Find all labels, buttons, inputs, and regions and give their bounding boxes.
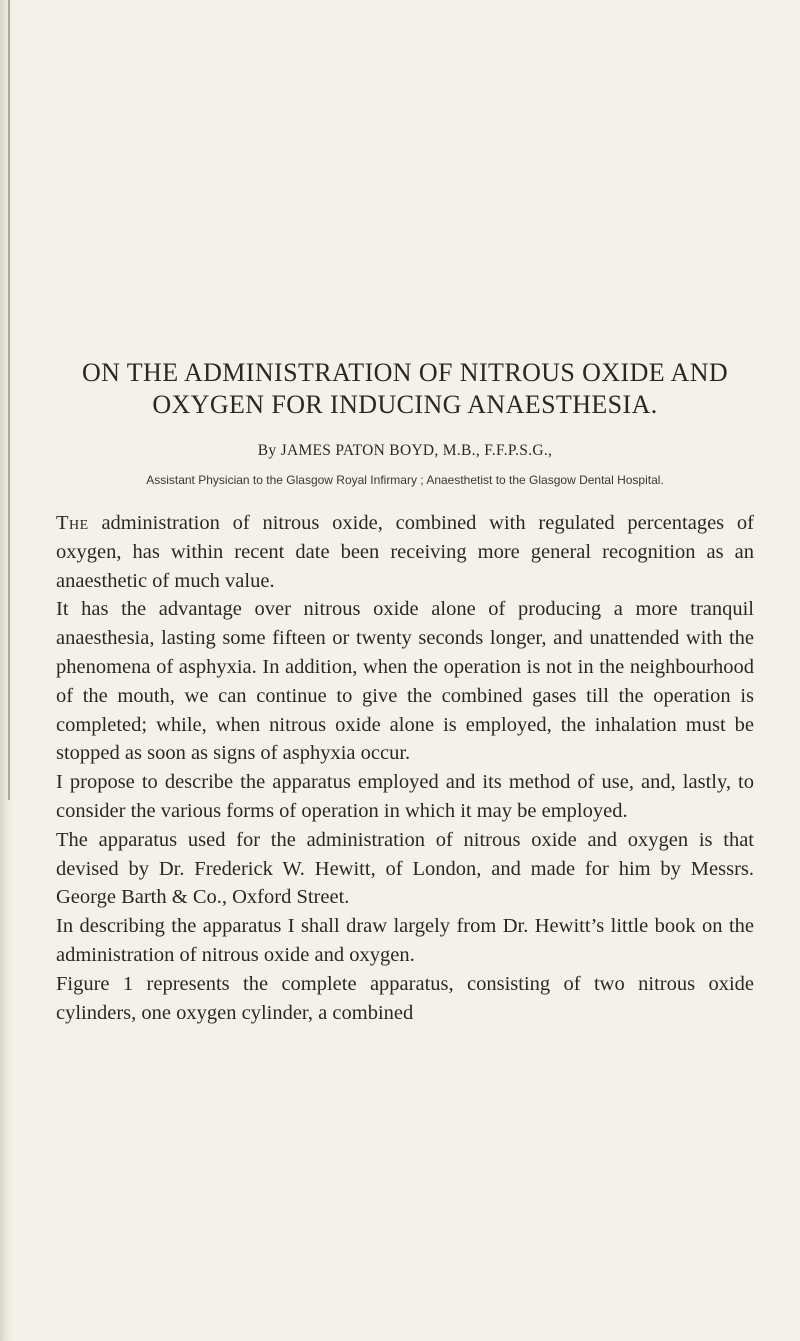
article-title: ON THE ADMINISTRATION OF NITROUS OXIDE AND OXYGEN FOR INDUCING ANAESTHESIA. <box>81 358 729 419</box>
author-byline: By JAMES PATON BOYD, M.B., F.F.P.S.G., <box>257 442 553 459</box>
paragraph-6: Figure 1 represents the complete apparatus, consisting of two nitrous oxide cylinders, one oxygen cylinder, a combined <box>56 972 754 1024</box>
paragraph-text: administration of nitrous oxide, combined with regulated percentages of oxygen, has within recent date been receiving more general recognition as an anaesthetic of much value. <box>56 512 754 592</box>
page-edge <box>0 0 14 1341</box>
article-body <box>56 509 754 1027</box>
paragraph-1 <box>56 509 754 595</box>
binding-line <box>8 0 10 800</box>
paragraph-4: The apparatus used for the administration of nitrous oxide and oxygen is that devised by Dr. Frederick W. Hewitt, of London, and made for him by Messrs. George Barth & Co., Oxford Street. <box>56 828 754 909</box>
paragraph-3: I propose to describe the apparatus employed and its method of use, and, lastly, to consider the various forms of operation in which it may be employed. <box>56 771 754 822</box>
article <box>56 357 754 1027</box>
paragraph-lead-word: The <box>56 512 89 534</box>
paragraph-5: In describing the apparatus I shall draw largely from Dr. Hewitt’s little book on the administration of nitrous oxide and oxygen. <box>56 915 754 966</box>
paragraph-2: It has the advantage over nitrous oxide alone of producing a more tranquil anaesthesia, lasting some fifteen or twenty seconds longer, and unattended with the phenomena of asphyxia. In addition, when the operation is not in the neighbourhood of the mouth, we can continue to give the combined gases till the operation is completed; while, when nitrous oxide alone is employed, the inhalation must be stopped as soon as signs of asphyxia occur. <box>56 598 754 765</box>
author-affiliation: Assistant Physician to the Glasgow Royal Infirmary ; Anaesthetist to the Glasgow Dental Hospital. <box>146 473 664 487</box>
